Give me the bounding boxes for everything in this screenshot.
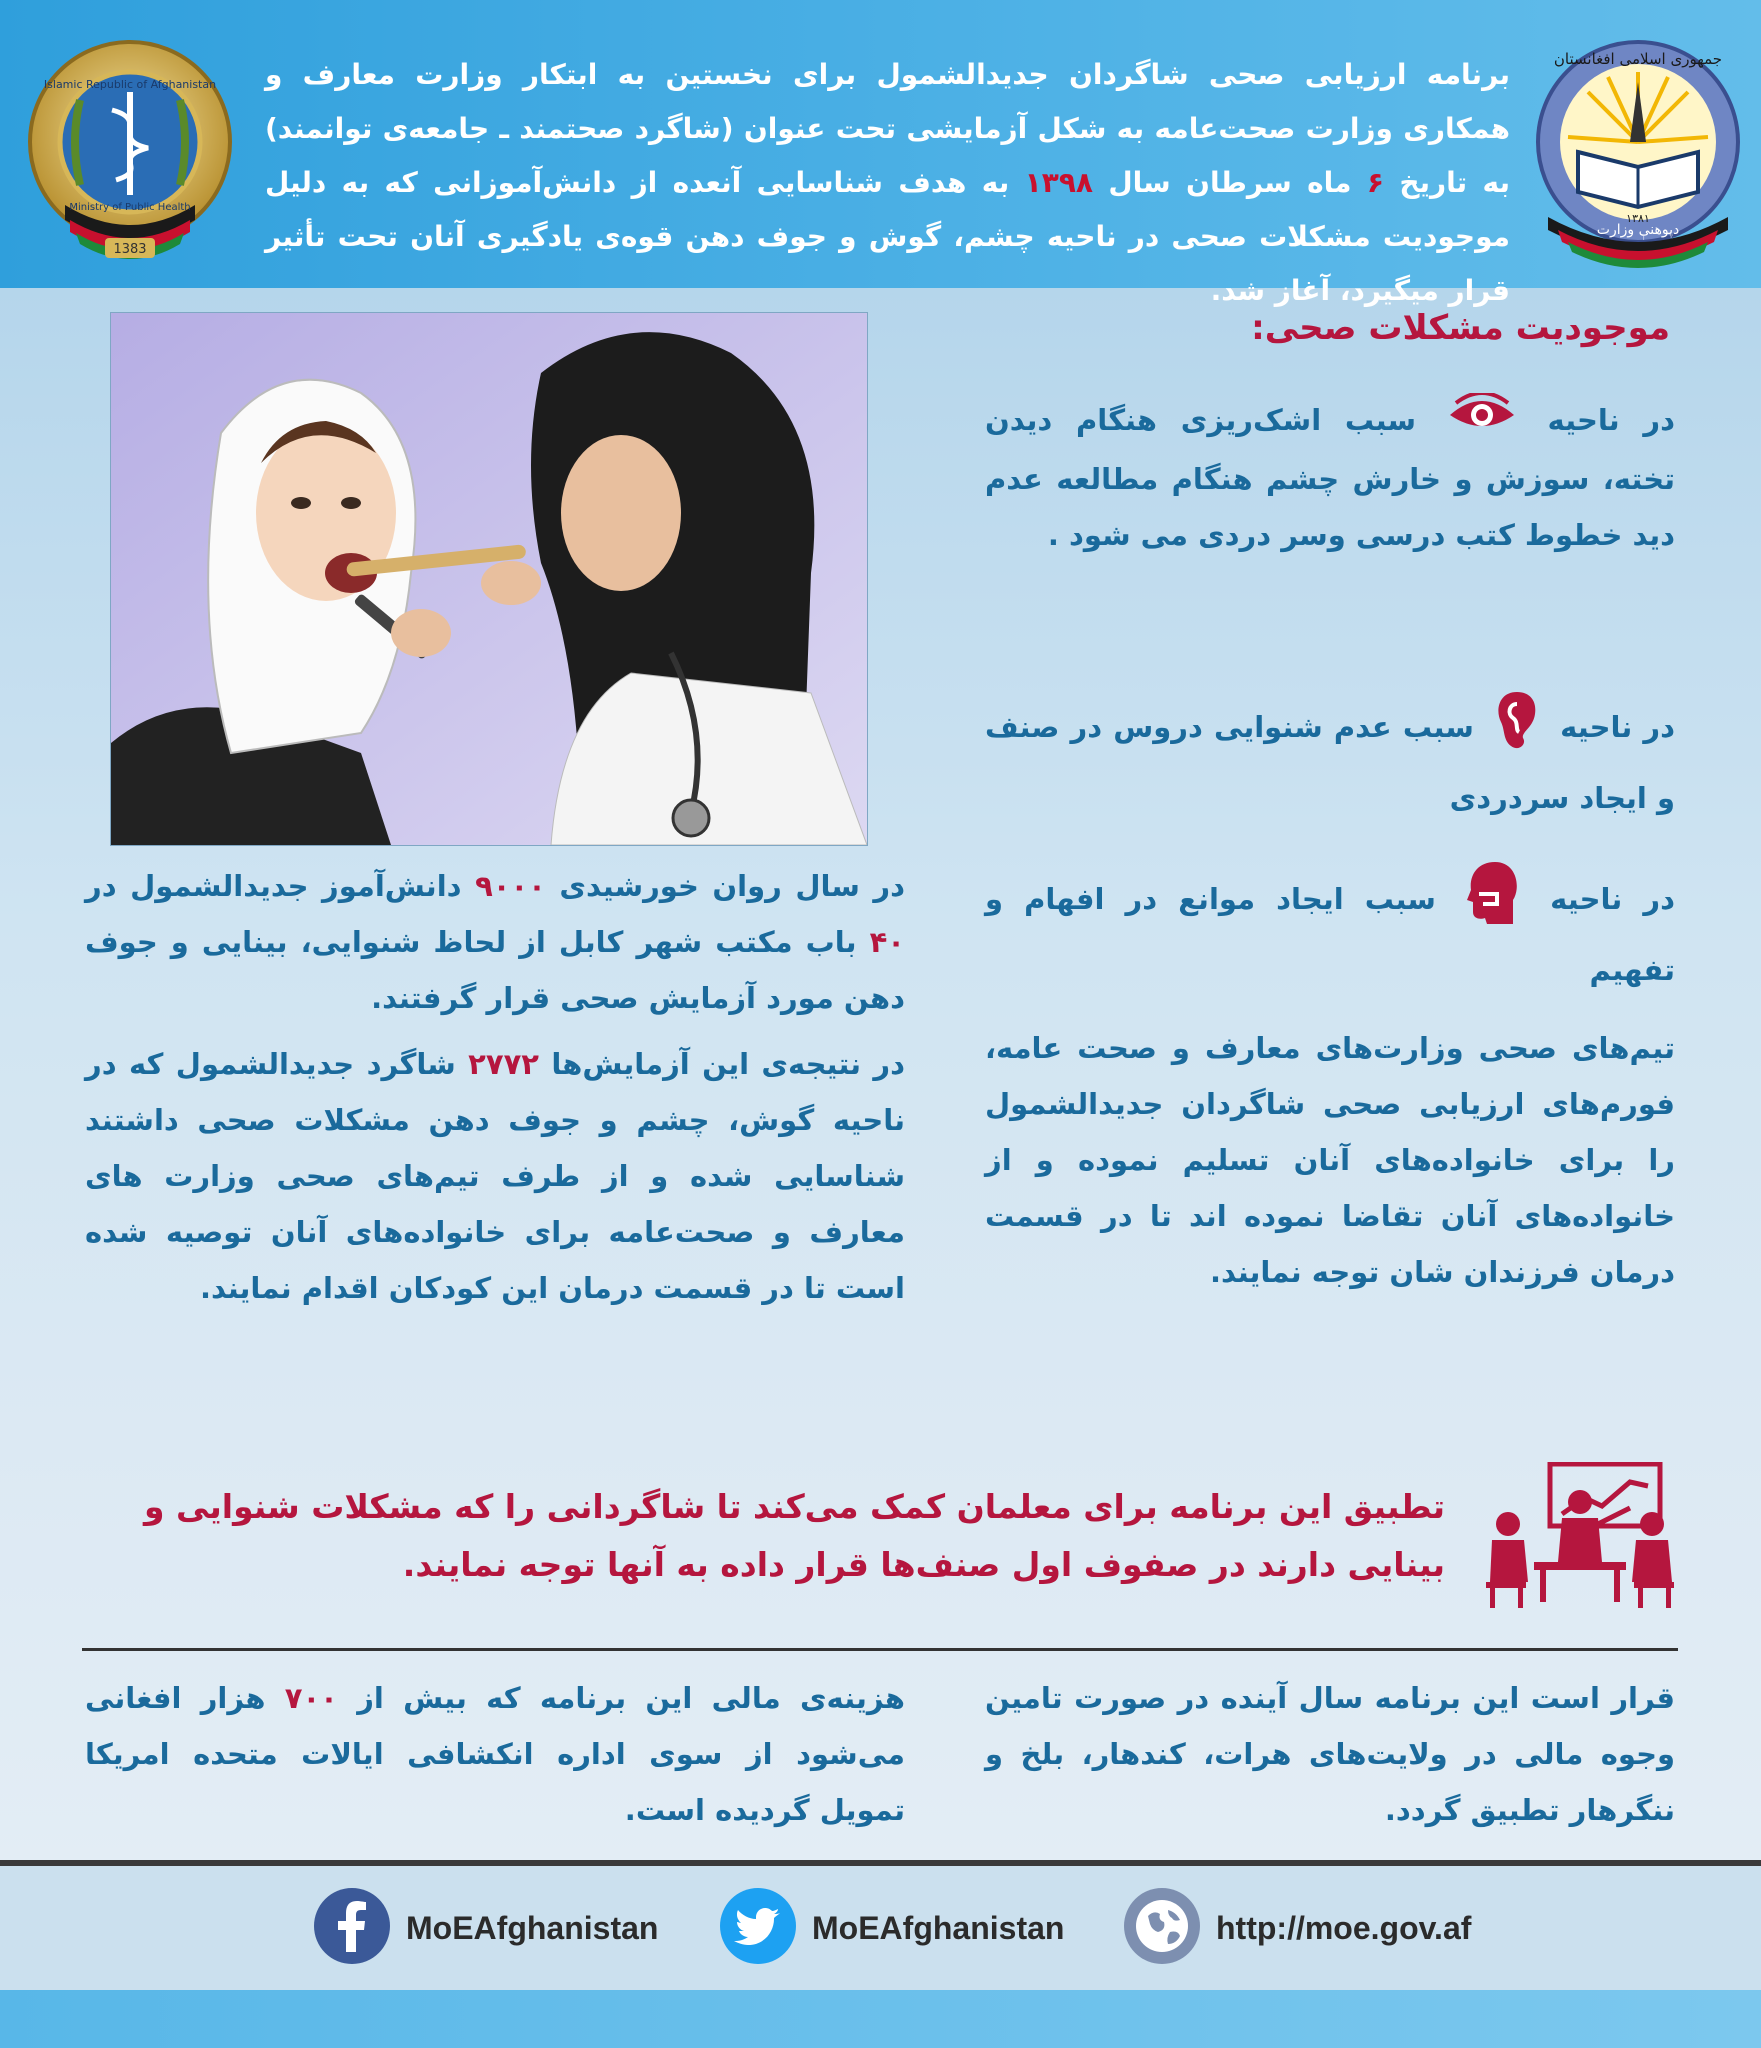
mouth-problem-paragraph: در ناحیه سبب ایجاد موانع در افهام و تفهیم bbox=[985, 860, 1675, 998]
students-count: ۹۰۰۰ bbox=[475, 869, 546, 903]
health-problems-title: موجودیت مشکلات صحی: bbox=[1251, 308, 1670, 348]
cost-number: ۷۰۰ bbox=[284, 1681, 338, 1715]
facebook-handle: MoEAfghanistan bbox=[406, 1909, 659, 1946]
header-intro-text: برنامه ارزیابی صحی شاگردان جدیدالشمول برای نخستین به ابتکار وزارت معارف و همکاری وزارت صحت‌عامه به شکل آزمایشی تحت عنوان (شاگرد صحتمند ـ جامعه‌ی توانمند) به تاریخ ۶ ماه سرطان سال ۱۳۹۸ به هدف شناسایی آنعده از دانش‌آموزانی که به دلیل موجودیت مشکلات صحی در ناحیه چشم، گوش و جوف دهن قوه‌ی یادگیری آنان تحت تأثیر قرار میگیرد، آغاز شد. bbox=[265, 58, 1511, 307]
year-number: ۱۳۹۸ bbox=[1024, 166, 1093, 199]
svg-text:Islamic Republic of Afghanista: Islamic Republic of Afghanistan bbox=[43, 78, 217, 91]
header-banner bbox=[0, 0, 1761, 307]
facebook-link[interactable] bbox=[312, 1888, 658, 1968]
ear-problem-paragraph: در ناحیه سبب عدم شنوایی دروس در صنف و ایجاد سردردی bbox=[985, 688, 1675, 826]
health-teams-paragraph: تیم‌های صحی وزارت‌های معارف و صحت عامه، فورم‌های ارزیابی صحی شاگردان جدیدالشمول را برای خانواده‌های آنان تسلیم نموده و از خانواده‌های آنان تقاضا نموده اند تا در قسمت درمان فرزندان شان توجه نمایند. bbox=[985, 1031, 1675, 1289]
section-divider bbox=[82, 1648, 1678, 1651]
future-expansion-paragraph: قرار است این برنامه سال آینده در صورت تامین وجوه مالی در ولایت‌های هرات، کندهار، بلخ و ننگرهار تطبیق گردد. bbox=[985, 1681, 1675, 1827]
problems-count: ۲۷۷۲ bbox=[468, 1047, 539, 1081]
svg-text:۱۳۸۱: ۱۳۸۱ bbox=[1626, 212, 1650, 225]
twitter-link[interactable] bbox=[718, 1888, 1064, 1968]
classroom-meeting-icon bbox=[1480, 1462, 1680, 1612]
screening-results-paragraph: در نتیجه‌ی این آزمایش‌ها ۲۷۷۲ شاگرد جدیدالشمول که در ناحیه گوش، چشم و جوف دهن مشکلات صحی داشتند شناسایی شده و از طرف تیم‌های صحی وزارت های معارف و صحت‌عامه برای خانواده‌های آنان توصیه شده است تا در قسمت درمان این کودکان اقدام نمایند. bbox=[85, 1047, 905, 1305]
svg-text:جمهوری اسلامی افغانستان: جمهوری اسلامی افغانستان bbox=[1553, 50, 1723, 68]
throat-icon bbox=[1465, 860, 1521, 942]
bottom-color-band bbox=[0, 1990, 1761, 2048]
doctor-examining-student-illustration bbox=[110, 312, 868, 846]
ministry-of-public-health-emblem bbox=[20, 30, 240, 270]
twitter-icon bbox=[718, 1886, 798, 1970]
svg-text:Ministry of Public Health: Ministry of Public Health bbox=[69, 202, 191, 213]
website-url: http://moe.gov.af bbox=[1216, 1909, 1472, 1946]
date-number: ۶ bbox=[1366, 166, 1384, 199]
eye-problem-paragraph: در ناحیه سبب اشک‌ریزی هنگام دیدن تخته، سوزش و خارش چشم هنگام مطالعه عدم دید خطوط کتب درسی وسر دردی می شود . bbox=[985, 392, 1675, 563]
globe-icon bbox=[1122, 1886, 1202, 1970]
program-benefit-statement: تطبیق این برنامه برای معلمان کمک می‌کند تا شاگردانی را که مشکلات شنوایی و بینایی دارند در صفوف اول صنف‌ها قرار داده به آنها توجه نمایند. bbox=[144, 1487, 1445, 1584]
website-link[interactable] bbox=[1122, 1888, 1471, 1968]
funding-paragraph: هزینه‌ی مالی این برنامه که بیش از ۷۰۰ هزار افغانی می‌شود از سوی اداره انکشافی ایالات متحده امریکا تمویل گردیده است. bbox=[85, 1681, 905, 1827]
schools-count: ۴۰ bbox=[869, 925, 905, 959]
ministry-of-education-emblem bbox=[1528, 32, 1748, 272]
facebook-icon bbox=[312, 1886, 392, 1970]
svg-text:دپوهنې وزارت: دپوهنې وزارت bbox=[1596, 222, 1680, 238]
eye-icon bbox=[1448, 393, 1516, 451]
ear-icon bbox=[1493, 688, 1541, 770]
svg-text:1383: 1383 bbox=[113, 242, 147, 257]
twitter-handle: MoEAfghanistan bbox=[812, 1909, 1065, 1946]
screening-stats-paragraph: در سال روان خورشیدی ۹۰۰۰ دانش‌آموز جدیدالشمول در ۴۰ باب مکتب شهر کابل از لحاظ شنوایی، بینایی و جوف دهن مورد آزمایش صحی قرار گرفتند. bbox=[85, 869, 905, 1015]
